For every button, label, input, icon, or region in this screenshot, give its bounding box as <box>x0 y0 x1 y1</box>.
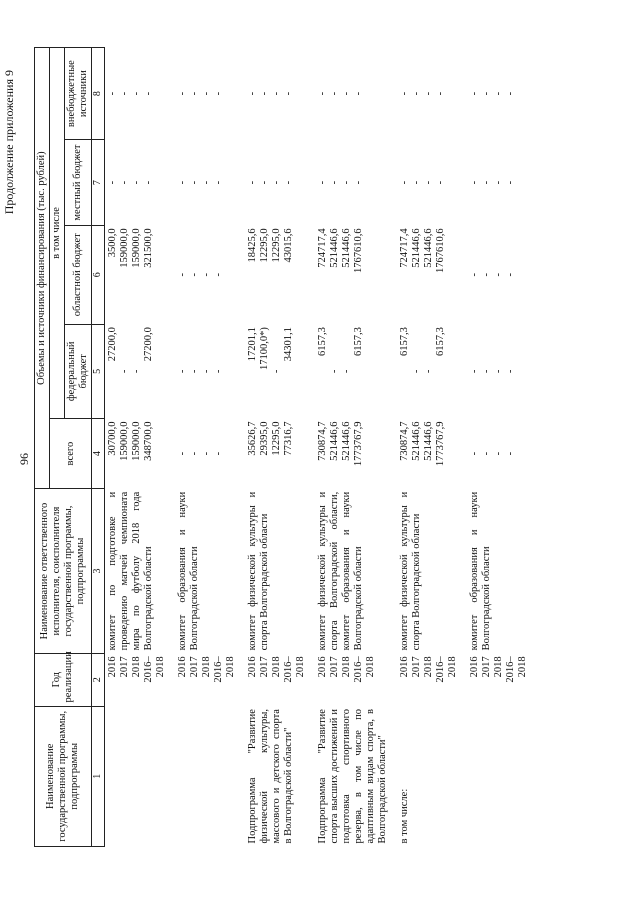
year-value: 2018 <box>423 656 434 678</box>
year-value: 2017 <box>119 656 130 678</box>
col-number: 5 <box>92 324 105 418</box>
local-amount: - <box>469 180 480 185</box>
table-row <box>397 48 467 847</box>
extra-amount: - <box>341 91 352 96</box>
local-amount: - <box>213 180 224 185</box>
regional-amount: 521446,6 <box>423 228 434 268</box>
extra-amount-cell <box>315 48 397 140</box>
regional-amount-cell <box>245 225 315 324</box>
header-extra: внебюджетные источники <box>65 48 92 140</box>
total-amount: - <box>213 451 224 456</box>
year-value: 2016 <box>399 656 410 678</box>
local-amount-cell <box>467 140 537 226</box>
total-amount: - <box>469 451 480 456</box>
executor-cell <box>315 489 397 654</box>
extra-amount: - <box>411 91 422 96</box>
regional-amount: 159000,0 <box>131 228 142 268</box>
executor-cell <box>467 489 537 654</box>
total-amount: 30700,0 <box>107 421 118 456</box>
regional-amount: 12295,0 <box>271 228 282 263</box>
program-name-cell <box>105 706 176 846</box>
executor-name: комитет физической культуры и спорта Волгоградской области <box>247 491 270 651</box>
year-value: 2016–2018 <box>213 656 236 683</box>
program-name: Подпрограмма "Развитие физической культуры, массового и детского спорта в Волгоградской области" <box>247 709 294 844</box>
federal-amount: 6157,3 <box>353 327 364 356</box>
total-amount-cell <box>397 419 467 489</box>
program-name: Подпрограмма "Развитие спорта высших достижений и подготовка спортивного резерва, в том числе по адаптивным видам спорта, в Волгоградской области" <box>317 709 388 844</box>
local-amount: - <box>423 180 434 185</box>
extra-amount-cell <box>175 48 245 140</box>
total-amount-cell <box>467 419 537 489</box>
year-value: 2017 <box>259 656 270 678</box>
total-amount: - <box>481 451 492 456</box>
year-value: 2018 <box>341 656 352 678</box>
regional-amount-cell <box>105 225 176 324</box>
regional-amount: 724717,4 <box>317 228 328 268</box>
year-value: 2016–2018 <box>435 656 458 683</box>
col-number: 1 <box>92 706 105 846</box>
local-amount: - <box>271 180 282 185</box>
header-funding: Объемы и источники финансирования (тыс. рублей) <box>35 48 50 489</box>
federal-amount: - <box>119 369 130 374</box>
year-cell <box>397 653 467 706</box>
federal-amount: - <box>177 369 188 374</box>
federal-amount: - <box>329 369 340 374</box>
year-cell <box>315 653 397 706</box>
year-value: 2017 <box>411 656 422 678</box>
extra-amount: - <box>399 91 410 96</box>
federal-amount: - <box>131 369 142 374</box>
regional-amount: - <box>481 273 492 277</box>
program-name-cell <box>245 706 315 846</box>
extra-amount: - <box>271 91 282 96</box>
regional-amount: 3500,0 <box>107 228 118 258</box>
federal-amount: - <box>469 369 480 374</box>
local-amount: - <box>247 180 258 185</box>
total-amount: 159000,0 <box>131 421 142 461</box>
program-name-cell <box>467 706 537 846</box>
federal-amount: 17201,1 <box>247 327 258 362</box>
year-value: 2016–2018 <box>143 656 166 683</box>
executor-name: комитет физической культуры и спорта Волгоградской области, комитет образования и науки Волгоградской области <box>317 491 364 651</box>
total-amount: 35626,7 <box>247 421 258 456</box>
federal-amount-cell <box>467 324 537 418</box>
federal-amount: - <box>423 369 434 374</box>
year-value: 2017 <box>189 656 200 678</box>
program-name-cell <box>397 706 467 846</box>
year-cell <box>245 653 315 706</box>
table-row <box>467 48 537 847</box>
local-amount-cell <box>315 140 397 226</box>
regional-amount: - <box>177 273 188 277</box>
regional-amount: 521446,6 <box>341 228 352 268</box>
header-regional: областной бюджет <box>65 225 92 324</box>
local-amount: - <box>259 180 270 185</box>
local-amount: - <box>201 180 212 185</box>
year-cell <box>175 653 245 706</box>
local-amount: - <box>107 180 118 185</box>
federal-amount: 6157,3 <box>399 327 410 356</box>
local-amount: - <box>411 180 422 185</box>
regional-amount: - <box>189 273 200 277</box>
local-amount: - <box>119 180 130 185</box>
appendix-continuation-title: Продолжение приложения 9 <box>2 70 16 215</box>
extra-amount: - <box>493 91 504 96</box>
regional-amount: 1767610,6 <box>353 228 364 273</box>
program-name-cell <box>315 706 397 846</box>
total-amount: 1773767,9 <box>353 421 364 467</box>
extra-amount: - <box>213 91 224 96</box>
federal-amount: - <box>213 369 224 374</box>
regional-amount: 1767610,6 <box>435 228 446 273</box>
extra-amount: - <box>119 91 130 96</box>
col-number: 8 <box>92 48 105 140</box>
year-value: 2017 <box>481 656 492 678</box>
regional-amount: - <box>201 273 212 277</box>
year-value: 2016–2018 <box>353 656 376 683</box>
executor-cell <box>397 489 467 654</box>
local-amount: - <box>353 180 364 185</box>
extra-amount-cell <box>397 48 467 140</box>
year-cell <box>105 653 176 706</box>
table-row <box>105 48 176 847</box>
total-amount: 12295,0 <box>271 421 282 456</box>
local-amount: - <box>493 180 504 185</box>
total-amount: 29395,0 <box>259 421 270 456</box>
header-executor: Наименование ответственного исполнителя, соисполнителя государственной программы, подпрограммы <box>35 489 92 654</box>
total-amount: 1773767,9 <box>435 421 446 467</box>
federal-amount: 17100,0*) <box>259 327 270 370</box>
extra-amount: - <box>201 91 212 96</box>
extra-amount: - <box>247 91 258 96</box>
executor-name: комитет физической культуры и спорта Волгоградской области <box>399 491 422 651</box>
extra-amount: - <box>189 91 200 96</box>
local-amount-cell <box>397 140 467 226</box>
header-program-name: Наименование государственной программы, подпрограммы <box>35 706 92 846</box>
header-year: Год реализации <box>35 653 92 706</box>
local-amount: - <box>283 180 294 185</box>
executor-name: комитет по подготовке и проведению матчей чемпионата мира по футболу 2018 года Волгоградской области <box>107 491 154 651</box>
total-amount-cell <box>245 419 315 489</box>
local-amount: - <box>505 180 516 185</box>
total-amount: 77316,7 <box>283 421 294 456</box>
year-value: 2016–2018 <box>505 656 528 683</box>
federal-amount: 6157,3 <box>317 327 328 356</box>
federal-amount: 34301,1 <box>283 327 294 362</box>
regional-amount-cell <box>397 225 467 324</box>
local-amount: - <box>481 180 492 185</box>
executor-cell <box>105 489 176 654</box>
regional-amount: 521446,6 <box>411 228 422 268</box>
local-amount: - <box>317 180 328 185</box>
col-number: 2 <box>92 653 105 706</box>
extra-amount: - <box>481 91 492 96</box>
regional-amount: 18425,6 <box>247 228 258 263</box>
total-amount-cell <box>105 419 176 489</box>
federal-amount-cell <box>397 324 467 418</box>
local-amount: - <box>143 180 154 185</box>
total-amount-cell <box>175 419 245 489</box>
total-amount: 348700,0 <box>143 421 154 461</box>
federal-amount-cell <box>245 324 315 418</box>
extra-amount: - <box>329 91 340 96</box>
col-number: 4 <box>92 419 105 489</box>
federal-amount: - <box>341 369 352 374</box>
total-amount: 521446,6 <box>411 421 422 461</box>
total-amount: - <box>505 451 516 456</box>
local-amount: - <box>189 180 200 185</box>
extra-amount: - <box>505 91 516 96</box>
local-amount: - <box>329 180 340 185</box>
year-value: 2016 <box>469 656 480 678</box>
year-value: 2016 <box>177 656 188 678</box>
extra-amount: - <box>177 91 188 96</box>
regional-amount: - <box>493 273 504 277</box>
year-cell <box>467 653 537 706</box>
regional-amount: 724717,4 <box>399 228 410 268</box>
regional-amount-cell <box>315 225 397 324</box>
extra-amount: - <box>317 91 328 96</box>
program-name: в том числе: <box>399 788 410 844</box>
regional-amount: - <box>505 273 516 277</box>
extra-amount: - <box>259 91 270 96</box>
table-row <box>245 48 315 847</box>
regional-amount: - <box>469 273 480 277</box>
federal-amount: 27200,0 <box>107 327 118 362</box>
total-amount: 159000,0 <box>119 421 130 461</box>
local-amount: - <box>177 180 188 185</box>
year-value: 2016 <box>317 656 328 678</box>
regional-amount-cell <box>175 225 245 324</box>
extra-amount-cell <box>105 48 176 140</box>
year-value: 2018 <box>271 656 282 678</box>
local-amount: - <box>131 180 142 185</box>
total-amount: 730874,7 <box>399 421 410 461</box>
regional-amount: 12295,0 <box>259 228 270 263</box>
total-amount: 521446,6 <box>329 421 340 461</box>
federal-amount: - <box>271 369 282 374</box>
year-value: 2018 <box>493 656 504 678</box>
col-number: 3 <box>92 489 105 654</box>
executor-name: комитет образования и науки Волгоградской области <box>177 491 200 651</box>
federal-amount: 27200,0 <box>143 327 154 362</box>
extra-amount: - <box>423 91 434 96</box>
local-amount-cell <box>175 140 245 226</box>
total-amount: - <box>189 451 200 456</box>
total-amount: 730874,7 <box>317 421 328 461</box>
local-amount-cell <box>105 140 176 226</box>
executor-cell <box>245 489 315 654</box>
extra-amount: - <box>143 91 154 96</box>
total-amount: 521446,6 <box>341 421 352 461</box>
total-amount: - <box>177 451 188 456</box>
extra-amount: - <box>107 91 118 96</box>
federal-amount-cell <box>175 324 245 418</box>
header-including: в том числе <box>50 48 65 419</box>
extra-amount: - <box>283 91 294 96</box>
page-number: 96 <box>17 453 31 465</box>
header-local: местный бюджет <box>65 140 92 226</box>
extra-amount: - <box>131 91 142 96</box>
total-amount: - <box>201 451 212 456</box>
regional-amount-cell <box>467 225 537 324</box>
year-value: 2016–2018 <box>283 656 306 683</box>
local-amount-cell <box>245 140 315 226</box>
program-name-cell <box>175 706 245 846</box>
year-value: 2016 <box>107 656 118 678</box>
federal-amount: - <box>481 369 492 374</box>
year-value: 2017 <box>329 656 340 678</box>
federal-amount: - <box>411 369 422 374</box>
local-amount: - <box>399 180 410 185</box>
extra-amount-cell <box>467 48 537 140</box>
local-amount: - <box>435 180 446 185</box>
funding-table <box>34 47 537 847</box>
header-federal: федеральный бюджет <box>65 324 92 418</box>
extra-amount-cell <box>245 48 315 140</box>
regional-amount: 43015,6 <box>283 228 294 263</box>
extra-amount: - <box>435 91 446 96</box>
regional-amount: - <box>213 273 224 277</box>
table-row <box>315 48 397 847</box>
extra-amount: - <box>469 91 480 96</box>
federal-amount-cell <box>315 324 397 418</box>
total-amount: - <box>493 451 504 456</box>
federal-amount: - <box>201 369 212 374</box>
executor-cell <box>175 489 245 654</box>
table-row <box>175 48 245 847</box>
local-amount: - <box>341 180 352 185</box>
year-value: 2018 <box>131 656 142 678</box>
federal-amount: - <box>189 369 200 374</box>
col-number: 7 <box>92 140 105 226</box>
regional-amount: 521446,6 <box>329 228 340 268</box>
year-value: 2018 <box>201 656 212 678</box>
federal-amount: - <box>493 369 504 374</box>
federal-amount-cell <box>105 324 176 418</box>
executor-name: комитет образования и науки Волгоградской области <box>469 491 492 651</box>
regional-amount: 321500,0 <box>143 228 154 268</box>
extra-amount: - <box>353 91 364 96</box>
federal-amount: - <box>505 369 516 374</box>
regional-amount: 159000,0 <box>119 228 130 268</box>
col-number: 6 <box>92 225 105 324</box>
federal-amount: 6157,3 <box>435 327 446 356</box>
total-amount-cell <box>315 419 397 489</box>
year-value: 2016 <box>247 656 258 678</box>
total-amount: 521446,6 <box>423 421 434 461</box>
header-total: всего <box>50 419 92 489</box>
